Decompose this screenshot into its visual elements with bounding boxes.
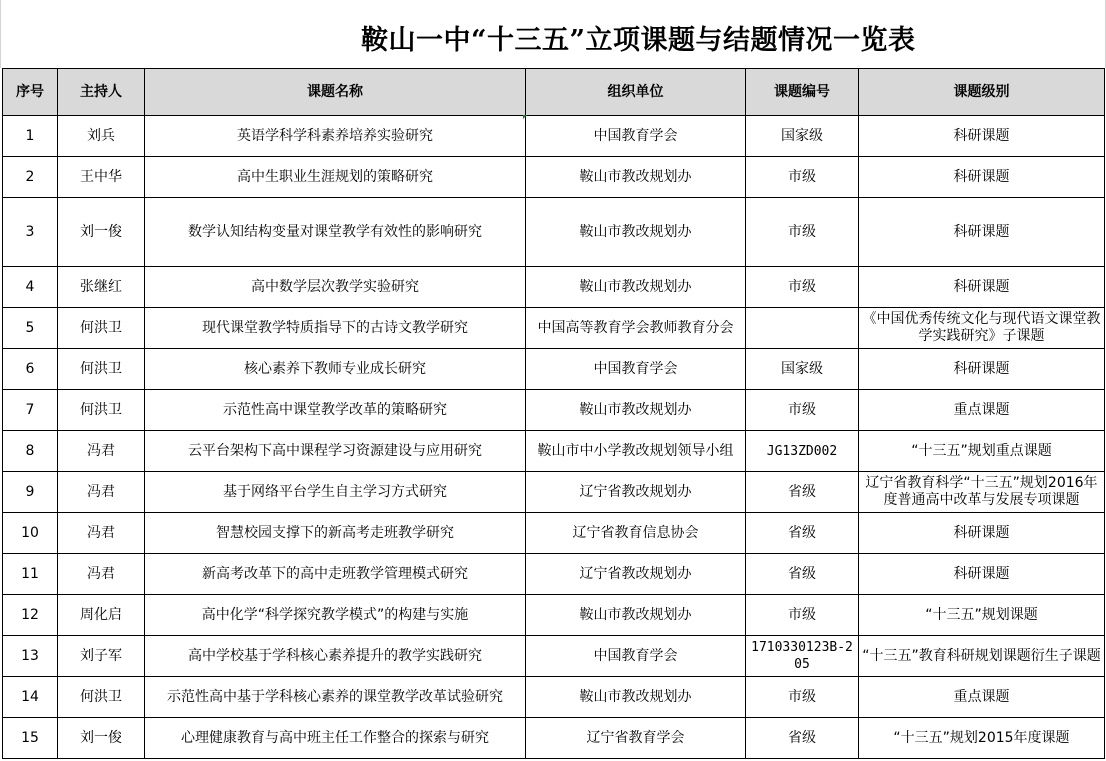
title-row <box>0 0 1106 68</box>
header-index[interactable]: 序号 <box>3 69 58 116</box>
cell-index[interactable]: 4 <box>3 267 58 308</box>
cell-organization[interactable]: 辽宁省教育学会 <box>526 718 746 759</box>
cell-host[interactable]: 张继红 <box>58 267 145 308</box>
cell-comment-marker <box>523 115 527 119</box>
cell-host[interactable]: 何洪卫 <box>58 677 145 718</box>
cell-organization[interactable]: 中国高等教育学会教师教育分会 <box>526 308 746 349</box>
cell-index[interactable]: 8 <box>3 431 58 472</box>
cell-host[interactable]: 周化启 <box>58 595 145 636</box>
header-project-number[interactable]: 课题编号 <box>746 69 859 116</box>
table-row <box>3 595 1105 636</box>
cell-project-level[interactable]: 科研课题 <box>859 349 1105 390</box>
table-row <box>3 267 1105 308</box>
cell-index[interactable]: 2 <box>3 157 58 198</box>
cell-index[interactable]: 6 <box>3 349 58 390</box>
cell-project-name[interactable]: 示范性高中课堂教学改革的策略研究 <box>145 390 526 431</box>
cell-index[interactable]: 5 <box>3 308 58 349</box>
cell-organization[interactable]: 辽宁省教改规划办 <box>526 554 746 595</box>
cell-host[interactable]: 何洪卫 <box>58 349 145 390</box>
cell-project-number[interactable]: 省级 <box>746 513 859 554</box>
cell-host[interactable]: 刘一俊 <box>58 718 145 759</box>
cell-host[interactable]: 王中华 <box>58 157 145 198</box>
cell-project-number[interactable]: 市级 <box>746 157 859 198</box>
cell-index[interactable]: 15 <box>3 718 58 759</box>
cell-host[interactable]: 刘一俊 <box>58 198 145 267</box>
cell-project-level-text: 辽宁省教育科学“十三五”规划2016年度普通高中改革与发展专项课题 <box>865 475 1098 508</box>
cell-project-level[interactable]: 重点课题 <box>859 390 1105 431</box>
table-row <box>3 431 1105 472</box>
cell-index[interactable]: 3 <box>3 198 58 267</box>
table-row <box>3 157 1105 198</box>
cell-project-level[interactable]: 科研课题 <box>859 157 1105 198</box>
cell-project-level[interactable]: 科研课题 <box>859 116 1105 157</box>
cell-index[interactable]: 9 <box>3 472 58 513</box>
cell-project-level[interactable]: 科研课题 <box>859 198 1105 267</box>
header-row <box>3 69 1105 116</box>
cell-index[interactable]: 12 <box>3 595 58 636</box>
cell-project-name[interactable]: 高中化学“科学探究教学模式”的构建与实施 <box>145 595 526 636</box>
header-organization[interactable]: 组织单位 <box>526 69 746 116</box>
cell-organization[interactable]: 鞍山市教改规划办 <box>526 390 746 431</box>
table-row <box>3 198 1105 267</box>
cell-host[interactable]: 何洪卫 <box>58 308 145 349</box>
cell-project-level[interactable]: “十三五”规划课题 <box>859 595 1105 636</box>
cell-project-number[interactable]: 省级 <box>746 472 859 513</box>
cell-project-level[interactable]: 科研课题 <box>859 267 1105 308</box>
table-row <box>3 718 1105 759</box>
cell-project-level[interactable]: “十三五”规划重点课题 <box>859 431 1105 472</box>
cell-project-level[interactable] <box>859 472 1105 513</box>
cell-project-number[interactable]: 市级 <box>746 267 859 308</box>
page-title: 鞍山一中“十三五”立项课题与结题情况一览表 <box>361 25 916 56</box>
cell-index[interactable]: 1 <box>3 116 58 157</box>
header-project-level[interactable]: 课题级别 <box>859 69 1105 116</box>
cell-project-name[interactable]: 高中数学层次教学实验研究 <box>145 267 526 308</box>
cell-project-name[interactable]: 核心素养下教师专业成长研究 <box>145 349 526 390</box>
cell-host[interactable]: 冯君 <box>58 431 145 472</box>
cell-project-level[interactable]: 科研课题 <box>859 554 1105 595</box>
cell-organization[interactable]: 鞍山市教改规划办 <box>526 595 746 636</box>
cell-organization[interactable]: 鞍山市教改规划办 <box>526 198 746 267</box>
cell-project-name[interactable]: 现代课堂教学特质指导下的古诗文教学研究 <box>145 308 526 349</box>
table-row <box>3 554 1105 595</box>
cell-index[interactable]: 14 <box>3 677 58 718</box>
cell-project-number[interactable]: 国家级 <box>746 116 859 157</box>
cell-project-name[interactable]: 心理健康教育与高中班主任工作整合的探索与研究 <box>145 718 526 759</box>
cell-organization[interactable]: 中国教育学会 <box>526 636 746 677</box>
cell-index[interactable]: 7 <box>3 390 58 431</box>
cell-project-number[interactable]: 市级 <box>746 198 859 267</box>
cell-index[interactable]: 10 <box>3 513 58 554</box>
cell-project-number[interactable]: 国家级 <box>746 349 859 390</box>
cell-project-name[interactable]: 英语学科学科素养培养实验研究 <box>145 116 526 157</box>
table-row <box>3 677 1105 718</box>
cell-host[interactable]: 刘子军 <box>58 636 145 677</box>
cell-project-name[interactable]: 数学认知结构变量对课堂教学有效性的影响研究 <box>145 198 526 267</box>
cell-project-level[interactable]: “十三五”规划2015年度课题 <box>859 718 1105 759</box>
cell-index[interactable]: 11 <box>3 554 58 595</box>
cell-organization[interactable]: 鞍山市教改规划办 <box>526 157 746 198</box>
cell-host[interactable]: 刘兵 <box>58 116 145 157</box>
cell-project-level[interactable]: “十三五”教育科研规划课题衍生子课题 <box>859 636 1105 677</box>
table-row <box>3 390 1105 431</box>
cell-project-number[interactable]: 市级 <box>746 677 859 718</box>
cell-project-number[interactable]: 省级 <box>746 718 859 759</box>
cell-index[interactable]: 13 <box>3 636 58 677</box>
cell-project-name[interactable]: 示范性高中基于学科核心素养的课堂教学改革试验研究 <box>145 677 526 718</box>
header-host[interactable]: 主持人 <box>58 69 145 116</box>
cell-organization[interactable]: 鞍山市教改规划办 <box>526 677 746 718</box>
table-row <box>3 472 1105 513</box>
cell-host[interactable]: 冯君 <box>58 554 145 595</box>
cell-project-number[interactable]: 市级 <box>746 390 859 431</box>
table-row <box>3 513 1105 554</box>
cell-project-name[interactable]: 高中生职业生涯规划的策略研究 <box>145 157 526 198</box>
table-row <box>3 116 1105 157</box>
table-row <box>3 349 1105 390</box>
projects-table <box>2 68 1105 759</box>
cell-organization[interactable]: 鞍山市教改规划办 <box>526 267 746 308</box>
table-row <box>3 308 1105 349</box>
cell-organization[interactable]: 鞍山市中小学教改规划领导小组 <box>526 431 746 472</box>
cell-project-level[interactable]: 重点课题 <box>859 677 1105 718</box>
cell-organization[interactable]: 中国教育学会 <box>526 116 746 157</box>
cell-host[interactable]: 冯君 <box>58 472 145 513</box>
cell-project-number[interactable]: JG13ZD002 <box>746 431 859 472</box>
cell-project-name[interactable]: 智慧校园支撑下的新高考走班教学研究 <box>145 513 526 554</box>
cell-organization[interactable]: 中国教育学会 <box>526 349 746 390</box>
cell-project-number[interactable] <box>746 308 859 349</box>
cell-project-number[interactable]: 省级 <box>746 554 859 595</box>
cell-organization[interactable]: 辽宁省教育信息协会 <box>526 513 746 554</box>
header-project-name[interactable]: 课题名称 <box>145 69 526 116</box>
cell-project-number[interactable]: 1710330123B-205 <box>746 636 859 677</box>
cell-organization[interactable]: 辽宁省教改规划办 <box>526 472 746 513</box>
cell-project-name[interactable]: 新高考改革下的高中走班教学管理模式研究 <box>145 554 526 595</box>
cell-project-level[interactable]: 《中国优秀传统文化与现代语文课堂教学实践研究》子课题 <box>859 308 1105 349</box>
cell-project-name[interactable]: 云平台架构下高中课程学习资源建设与应用研究 <box>145 431 526 472</box>
cell-project-name[interactable]: 高中学校基于学科核心素养提升的教学实践研究 <box>145 636 526 677</box>
cell-host[interactable]: 何洪卫 <box>58 390 145 431</box>
table-row <box>3 636 1105 677</box>
cell-project-name[interactable]: 基于网络平台学生自主学习方式研究 <box>145 472 526 513</box>
cell-project-number[interactable]: 市级 <box>746 595 859 636</box>
cell-host[interactable]: 冯君 <box>58 513 145 554</box>
cell-project-level[interactable]: 科研课题 <box>859 513 1105 554</box>
